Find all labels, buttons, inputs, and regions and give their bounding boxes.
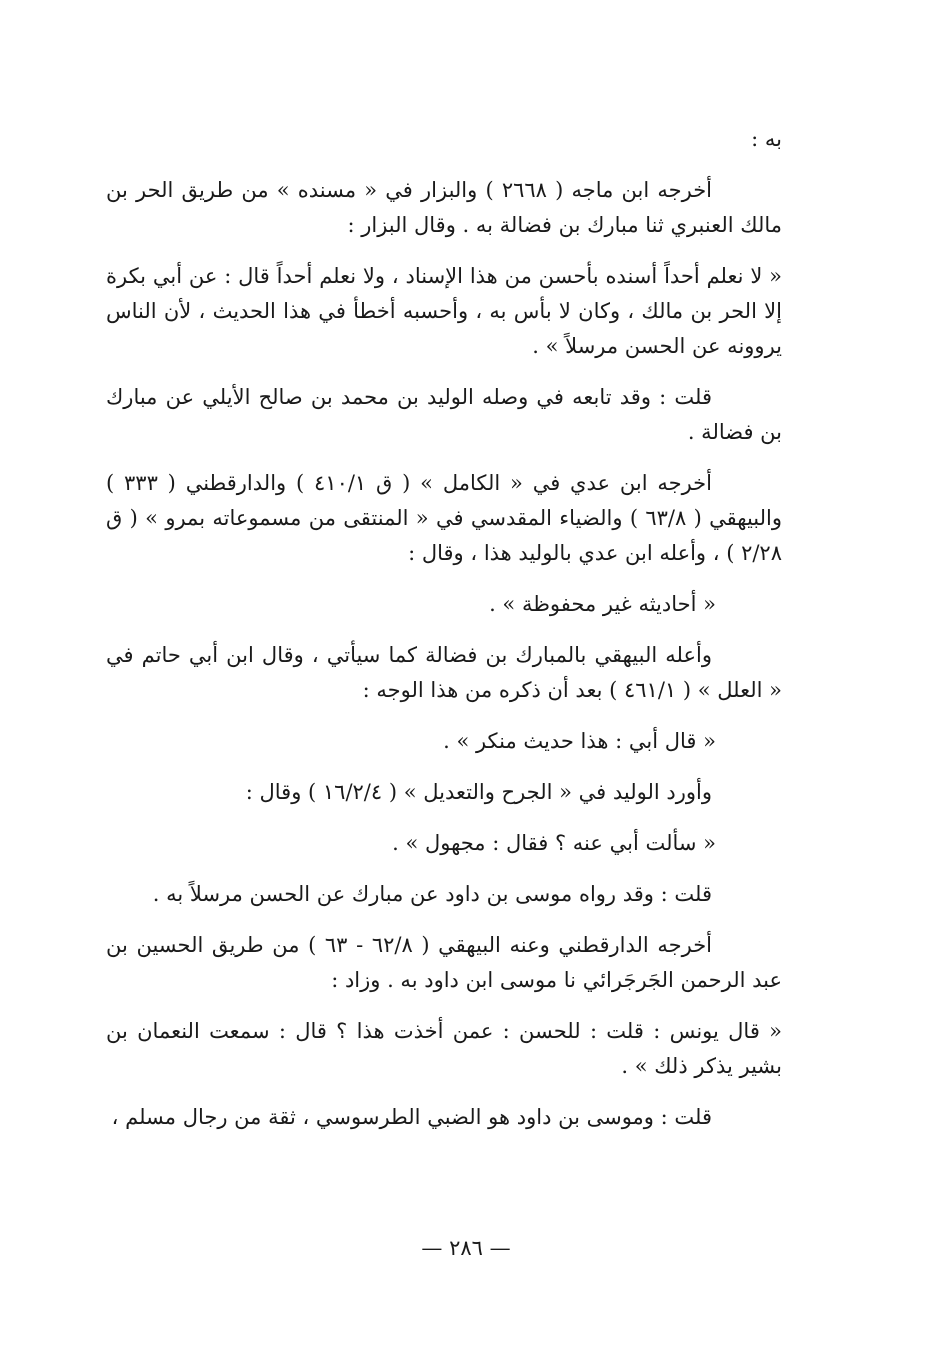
paragraph-daraqutni: أخرجه الدارقطني وعنه البيهقي ( ٦٢/٨ - ٦٣ ) من طريق الحسين بن عبد الرحمن الجَرجَرائي نا موسى ابن داود به . وزاد : <box>106 933 782 992</box>
paragraph-ibn-adi: أخرجه ابن عدي في « الكامل » ( ق ٤١٠/١ ) والدارقطني ( ٣٣٣ ) والبيهقي ( ٦٣/٨ ) والضياء المقدسي في « المنتقى من مسموعاته بمرو » ( ق ٢/٢٨ ) ، وأعله ابن عدي بالوليد هذا ، وقال : <box>106 471 782 565</box>
paragraph-jarh-tadil: وأورد الوليد في « الجرح والتعديل » ( ١٦/٢/٤ ) وقال : <box>245 780 712 804</box>
quote-yunus: « قال يونس : قلت : للحسن : عمن أخذت هذا ؟ قال : سمعت النعمان بن بشير يذكر ذلك » . <box>106 1019 782 1078</box>
continuation-line: به : <box>751 127 782 151</box>
quote-ibn-adi: « أحاديثه غير محفوظة » . <box>489 592 716 616</box>
quote-abi-hatim: « قال أبي : هذا حديث منكر » . <box>443 729 716 753</box>
quote-bazzar: « لا نعلم أحداً أسنده بأحسن من هذا الإسناد ، ولا نعلم أحداً قال : عن أبي بكرة إلا الحر بن مالك ، وكان لا بأس به ، وأحسبه أخطأ في هذا الحديث ، لأن الناس يروونه عن الحسن مرسلاً » . <box>106 264 782 358</box>
quote-majhul: « سألت أبي عنه ؟ فقال : مجهول » . <box>392 831 716 855</box>
paragraph-ibn-majah: أخرجه ابن ماجه ( ٢٦٦٨ ) والبزار في « مسنده » من طريق الحر بن مالك العنبري ثنا مبارك بن فضالة به . وقال البزار : <box>106 178 782 237</box>
paragraph-musa-ibn-dawud: قلت : وقد رواه موسى بن داود عن مبارك عن الحسن مرسلاً به . <box>152 882 712 906</box>
paragraph-mutabaa: قلت : وقد تابعه في وصله الوليد بن محمد بن صالح الأيلي عن مبارك بن فضالة . <box>106 385 782 444</box>
paragraph-bayhaqi: وأعله البيهقي بالمبارك بن فضالة كما سيأتي ، وقال ابن أبي حاتم في « العلل » ( ٤٦١/١ ) بعد أن ذكره من هذا الوجه : <box>106 643 782 702</box>
body-text <box>106 122 782 1151</box>
page-number: — ٢٨٦ — <box>421 1236 511 1260</box>
paragraph-tarsusi: قلت : وموسى بن داود هو الضبي الطرسوسي ، ثقة من رجال مسلم ، <box>111 1105 712 1129</box>
